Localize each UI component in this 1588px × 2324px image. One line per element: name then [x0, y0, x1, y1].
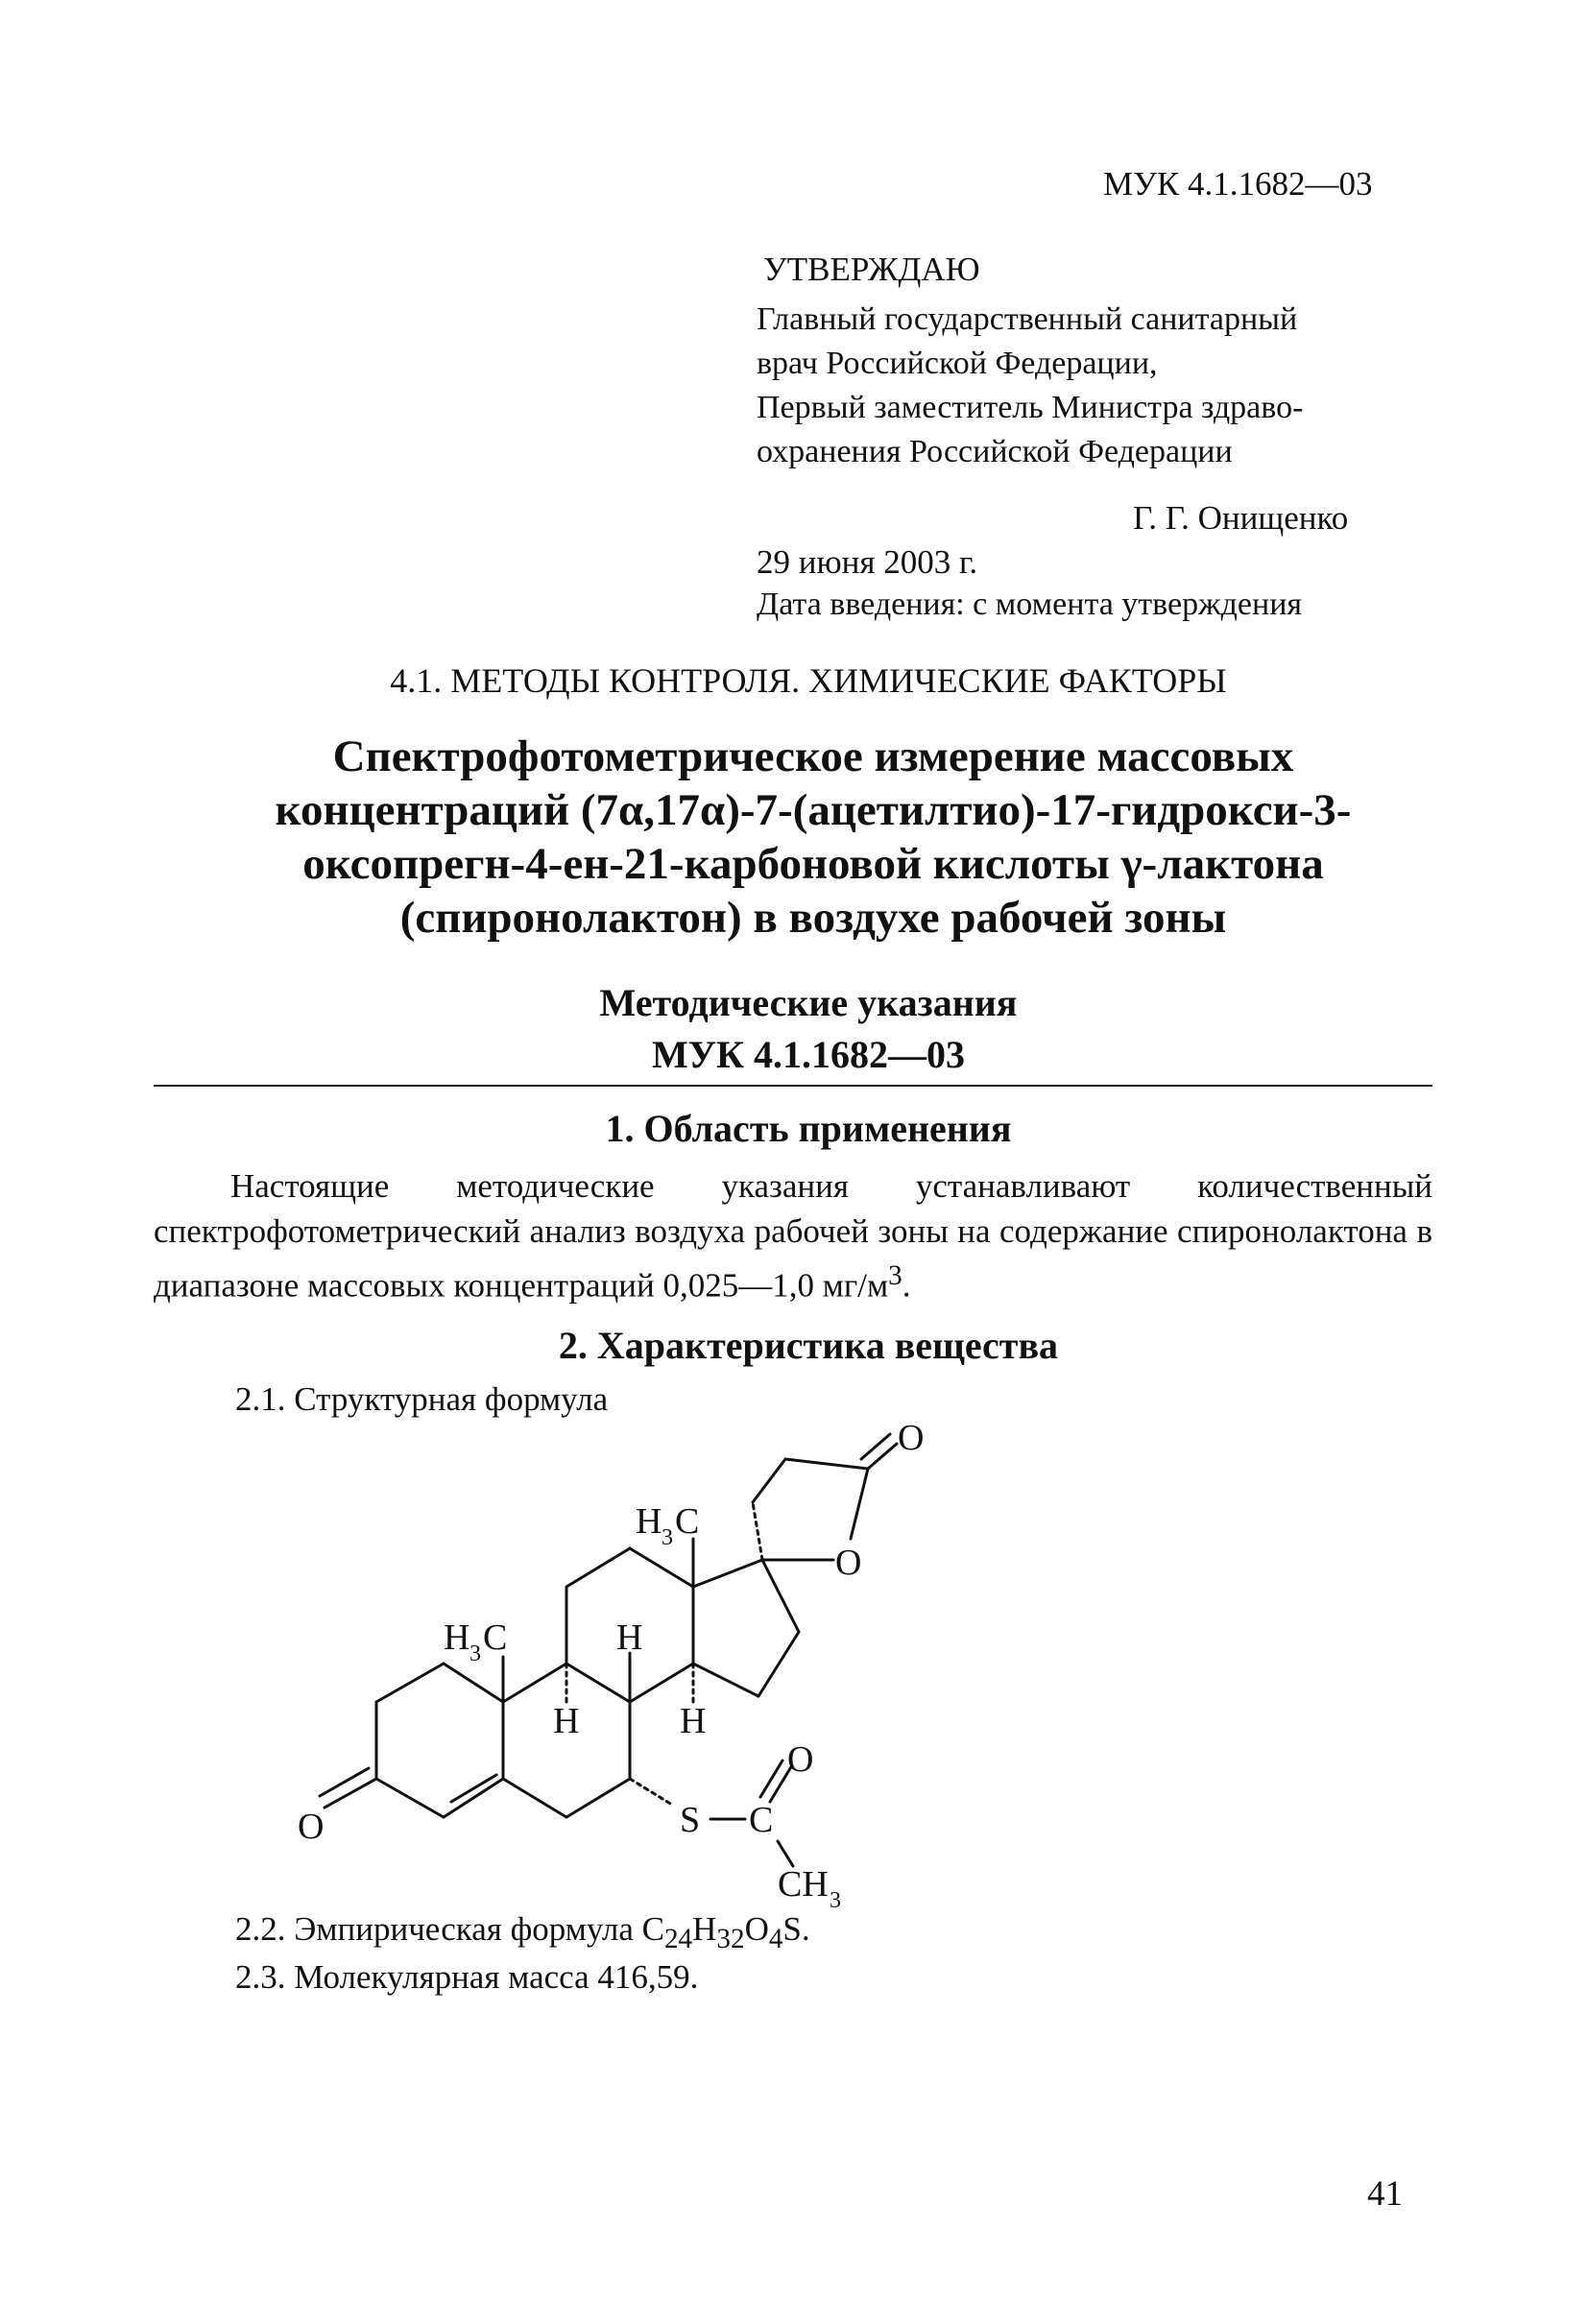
superscript: 3 — [888, 1260, 902, 1291]
bond — [785, 1459, 868, 1469]
bond — [566, 1548, 630, 1587]
bond — [376, 1779, 444, 1817]
formula-c: C — [641, 1910, 664, 1948]
hashed-bond — [630, 1779, 672, 1805]
title-line: (спиронолактон) в воздухе рабочей зоны — [399, 893, 1227, 943]
formula-o-count: 4 — [768, 1924, 783, 1954]
bond — [693, 1664, 758, 1696]
signer-name: Г. Г. Онищенко — [1133, 499, 1349, 537]
item-empirical-formula — [235, 1910, 810, 1955]
atom-label-h: H — [636, 1501, 662, 1542]
atom-label-c: C — [675, 1501, 700, 1542]
subscript: 3 — [469, 1641, 481, 1666]
empirical-formula-label: 2.2. Эмпирическая формула — [235, 1910, 642, 1948]
approval-line: Главный государственный санитарный — [757, 301, 1298, 337]
approval-line: охранения Российской Федерации — [757, 434, 1233, 469]
approval-line: Первый заместитель Министра здраво- — [757, 390, 1304, 425]
atom-label-s: S — [680, 1800, 701, 1840]
formula-o: O — [744, 1910, 769, 1948]
atom-label-h: H — [553, 1701, 580, 1741]
bond — [630, 1664, 693, 1702]
carbonyl-bond — [320, 1768, 369, 1796]
section-1-text-end: . — [902, 1266, 911, 1305]
hashed-bond — [753, 1502, 762, 1560]
section-category-heading: 4.1. МЕТОДЫ КОНТРОЛЯ. ХИМИЧЕСКИЕ ФАКТОРЫ — [390, 661, 1227, 700]
subtitle-line: Методические указания — [599, 981, 1018, 1024]
bond — [566, 1664, 630, 1702]
formula-h-count: 32 — [716, 1924, 745, 1954]
title-line: концентраций (7α,17α)-7-(ацетилтио)-17-гидрокси-3- — [275, 785, 1352, 835]
carbonyl-bond — [325, 1779, 376, 1808]
atom-label-c: C — [483, 1617, 508, 1658]
atom-label-o: O — [898, 1418, 925, 1458]
subscript: 3 — [662, 1525, 673, 1550]
atom-label-ch: CH — [778, 1864, 829, 1905]
bond — [503, 1664, 566, 1702]
introduction-date: Дата введения: с момента утверждения — [757, 587, 1303, 622]
atom-label-o: O — [787, 1739, 814, 1780]
bond — [630, 1548, 693, 1587]
bond — [503, 1779, 566, 1817]
formula-s: S. — [782, 1910, 810, 1948]
formula-c-count: 24 — [663, 1924, 693, 1954]
atom-label-c: C — [749, 1800, 774, 1840]
item-structural-formula: 2.1. Структурная формула — [235, 1380, 609, 1418]
bond — [376, 1664, 444, 1702]
carbonyl-bond — [868, 1444, 897, 1469]
page-number: 41 — [1367, 2174, 1403, 2214]
bond — [693, 1560, 762, 1587]
bond — [444, 1779, 503, 1817]
atom-label-o: O — [298, 1807, 325, 1847]
section-2-heading: 2. Характеристика вещества — [558, 1324, 1059, 1367]
atom-label-h: H — [616, 1617, 643, 1658]
bond — [778, 1841, 793, 1866]
bond — [566, 1779, 630, 1817]
subtitle-code: МУК 4.1.1682—03 — [651, 1033, 966, 1076]
atom-label-o: O — [835, 1543, 862, 1583]
title-line: Спектрофотометрическое измерение массовых — [332, 731, 1294, 781]
bond — [851, 1469, 868, 1539]
section-1-heading: 1. Область применения — [605, 1107, 1012, 1150]
document-code: МУК 4.1.1682—03 — [1103, 165, 1373, 203]
bond — [444, 1664, 503, 1702]
bond — [758, 1632, 799, 1696]
item-molecular-mass: 2.3. Молекулярная масса 416,59. — [235, 1958, 699, 1996]
title-line: оксопрегн-4-ен-21-карбоновой кислоты γ-лактона — [302, 839, 1324, 889]
approval-line: врач Российской Федерации, — [757, 346, 1158, 381]
section-1-text: Настоящие методические указания устанавливают количественный спектрофотометрический анализ воздуха рабочей зоны на содержание спиронолактона в диапазоне массовых концентраций 0,025—1,0 мг/м — [154, 1167, 1432, 1305]
formula-h: H — [692, 1910, 717, 1948]
atom-label-h: H — [680, 1701, 707, 1741]
atom-label-h: H — [444, 1617, 470, 1658]
bond — [753, 1459, 785, 1502]
approval-date: 29 июня 2003 г. — [757, 543, 978, 581]
carbonyl-bond — [861, 1434, 890, 1459]
approval-heading-text: УТВЕРЖДАЮ — [763, 251, 980, 288]
carbonyl-bond — [760, 1761, 782, 1797]
subscript: 3 — [830, 1888, 841, 1913]
bond — [762, 1560, 799, 1632]
